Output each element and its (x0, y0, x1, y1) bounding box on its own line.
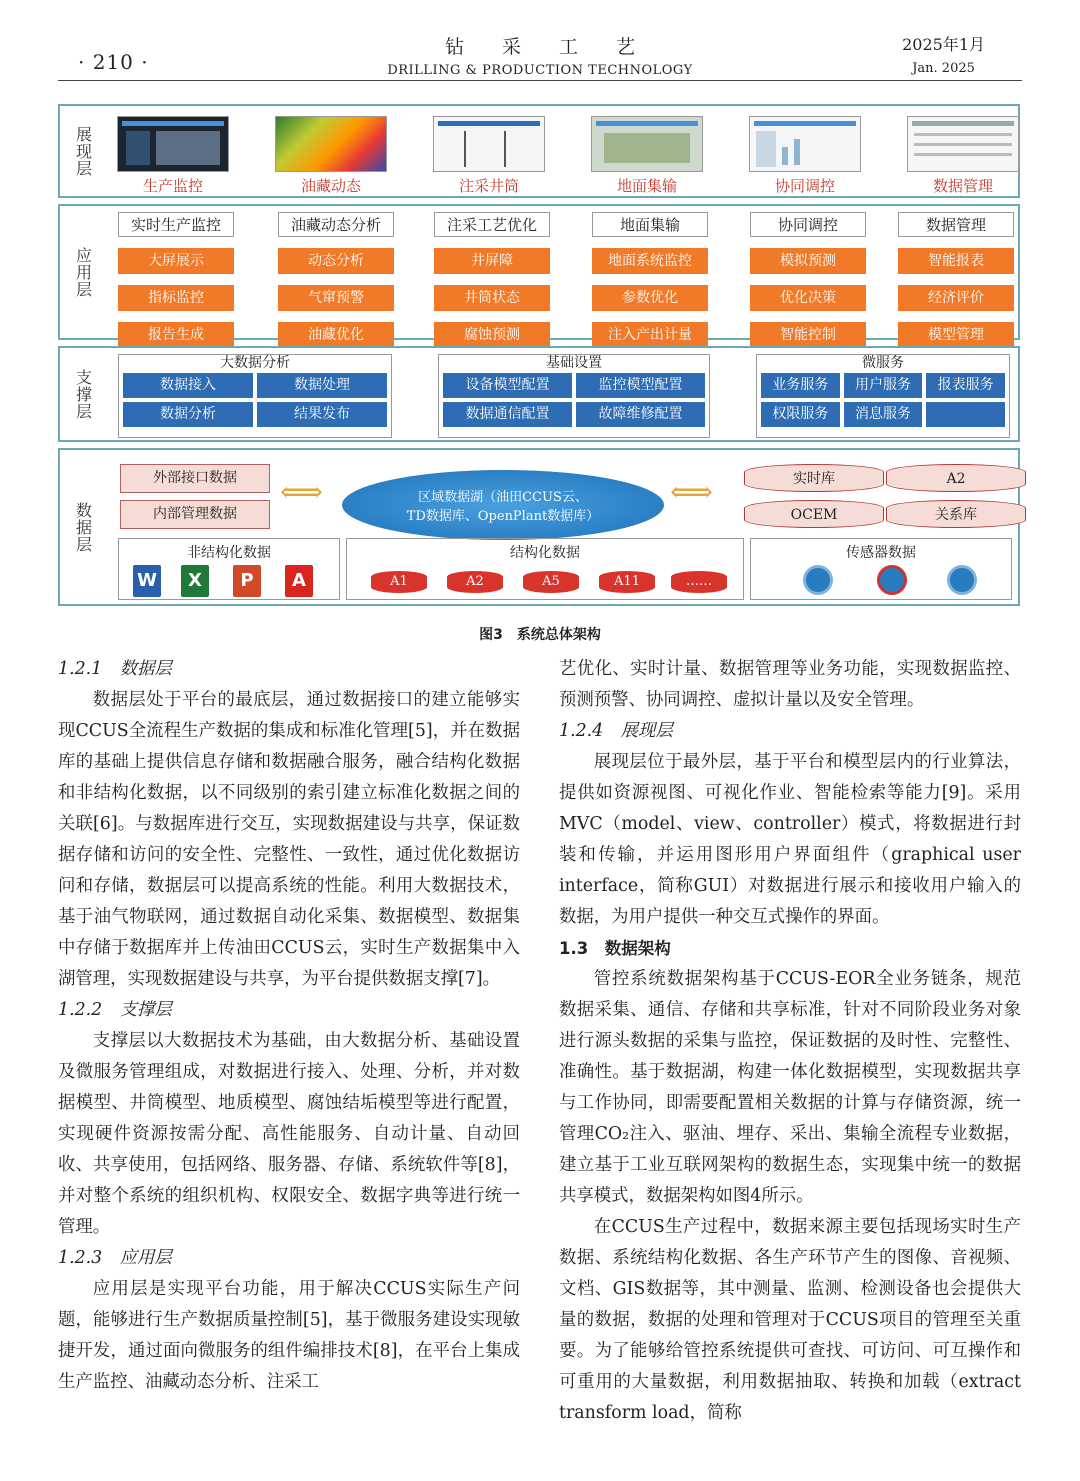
presentation-caption: 注采井筒 (458, 177, 519, 195)
application-module: 模型管理 (898, 322, 1014, 348)
powerpoint-file-icon: P (233, 565, 261, 597)
database-icon: A11 (599, 571, 655, 593)
screenshot-thumbnail (591, 116, 703, 172)
application-module: 报告生成 (118, 322, 234, 348)
application-module: 智能报表 (898, 248, 1014, 274)
application-module: 气窜预警 (278, 285, 394, 311)
support-module: 数据处理 (257, 373, 387, 398)
page-number: · 210 · (78, 50, 149, 74)
pressure-gauge-icon (877, 565, 907, 595)
application-module: 地面系统监控 (592, 248, 708, 274)
support-group-title: 大数据分析 (220, 355, 290, 371)
group-title: 非结构化数据 (187, 545, 271, 561)
application-column-title: 地面集输 (592, 212, 708, 237)
application-column-title: 实时生产监控 (118, 212, 234, 237)
support-module: 消息服务 (844, 402, 923, 427)
database-icon: A2 (447, 571, 503, 593)
support-group-title: 基础设置 (546, 355, 602, 371)
right-column (559, 654, 1021, 1429)
application-module: 经济评价 (898, 285, 1014, 311)
application-column (434, 212, 550, 348)
support-module-empty (926, 402, 1005, 427)
data-source-box: 外部接口数据 (120, 464, 270, 493)
paragraph: 展现层位于最外层，基于平台和模型层内的行业算法，提供如资源视图、可视化作业、智能检索等能力[9]。采用MVC（model、view、controller）模式，将数据进行封装和传输，并运用图形用户界面组件（graphical user interface，简称GUI）对数据进行展示和接收用户输入的数据，为用户提供一种交互式操作的界面。 (559, 752, 1021, 927)
support-layer (58, 346, 1020, 442)
support-module: 数据接入 (123, 373, 253, 398)
section-heading: 1.2.2 支撑层 (58, 1000, 172, 1020)
application-module: 优化决策 (750, 285, 866, 311)
structured-data-group (346, 538, 744, 600)
header-rule (58, 80, 1022, 81)
paragraph: 应用层是实现平台功能，用于解决CCUS实际生产问题，能够进行生产数据质量控制[5]，基于微服务建设实现敏捷开发，通过面向微服务的组件编排技术[8]，在平台上集成生产监控、油藏动态分析、注采工 (58, 1279, 520, 1392)
layer-label: 展现层 (73, 125, 93, 177)
application-module: 井筒状态 (434, 285, 550, 311)
support-group (118, 354, 392, 438)
application-column (278, 212, 394, 348)
excel-file-icon: X (181, 565, 209, 597)
left-column (58, 654, 520, 1398)
journal-title-cn: 钻采工艺 (444, 36, 673, 58)
figure-caption: 图3 系统总体架构 (479, 627, 601, 643)
support-module: 业务服务 (761, 373, 840, 398)
application-column-title: 数据管理 (898, 212, 1014, 237)
application-module: 井屏障 (434, 248, 550, 274)
journal-title-en: DRILLING & PRODUCTION TECHNOLOGY (387, 63, 693, 78)
journal-title (340, 32, 740, 78)
layer-label: 支撑层 (73, 368, 93, 420)
word-file-icon: W (133, 565, 161, 597)
application-module: 注入产出计量 (592, 322, 708, 348)
layer-label: 数据层 (73, 501, 93, 553)
presentation-item (108, 116, 238, 196)
database-cylinder: 实时库 (744, 464, 884, 492)
support-group-title: 微服务 (862, 355, 904, 371)
unstructured-data-group (118, 538, 340, 600)
database-icon: A1 (371, 571, 427, 593)
application-module: 腐蚀预测 (434, 322, 550, 348)
presentation-layer (58, 104, 1020, 198)
support-module: 数据分析 (123, 402, 253, 427)
application-module: 动态分析 (278, 248, 394, 274)
presentation-item (582, 116, 712, 196)
presentation-caption: 数据管理 (932, 177, 993, 195)
paragraph: 管控系统数据架构基于CCUS-EOR全业务链条，规范数据采集、通信、存储和共享标准，针对不同阶段业务对象进行源头数据的采集与监控，保证数据的及时性、完整性、准确性。基于数据湖，构建一体化数据模型，实现数据共享与工作协同，即需要配置相关数据的计算与存储资源，统一管理CO₂注入、驱油、埋存、采出、集输全流程专业数据，建立基于工业互联网架构的数据生态，实现集中统一的数据共享模式，数据架构如图4所示。 (559, 969, 1021, 1206)
application-column (592, 212, 708, 348)
application-column (898, 212, 1014, 348)
data-lake-label-line2: TD数据库、OpenPlant数据库） (406, 509, 600, 524)
application-column (750, 212, 866, 348)
issue-date-en: Jan. 2025 (912, 61, 975, 76)
sensor-icon (803, 565, 833, 595)
issue-date (902, 32, 985, 76)
database-cylinder: OCEM (744, 500, 884, 528)
support-group (438, 354, 710, 438)
application-column-title: 协同调控 (750, 212, 866, 237)
support-module: 用户服务 (844, 373, 923, 398)
application-module: 参数优化 (592, 285, 708, 311)
database-icon: A5 (523, 571, 579, 593)
application-module: 大屏展示 (118, 248, 234, 274)
sensor-data-group (750, 538, 1012, 600)
paragraph-continued: 艺优化、实时计量、数据管理等业务功能，实现数据监控、预测预警、协同调控、虚拟计量以及安全管理。 (559, 659, 1021, 710)
group-title: 结构化数据 (510, 545, 580, 561)
application-layer (58, 204, 1020, 343)
issue-date-cn: 2025年1月 (902, 35, 985, 54)
screenshot-thumbnail (275, 116, 387, 172)
support-module: 权限服务 (761, 402, 840, 427)
support-module: 数据通信配置 (443, 402, 572, 427)
section-heading: 1.2.3 应用层 (58, 1248, 172, 1268)
screenshot-thumbnail (907, 116, 1019, 172)
application-module: 油藏优化 (278, 322, 394, 348)
screenshot-thumbnail (749, 116, 861, 172)
presentation-caption: 协同调控 (774, 177, 835, 195)
database-icon: …… (671, 571, 727, 593)
support-module: 监控模型配置 (576, 373, 705, 398)
presentation-item (266, 116, 396, 196)
support-module: 故障维修配置 (576, 402, 705, 427)
application-module: 智能控制 (750, 322, 866, 348)
database-cylinder: 关系库 (886, 500, 1026, 528)
paragraph: 在CCUS生产过程中，数据来源主要包括现场实时生产数据、系统结构化数据、各生产环节产生的图像、音视频、文档、GIS数据等，其中测量、监测、检测设备也会提供大量的数据，数据的处理和管理对于CCUS项目的管理至关重要。为了能够给管控系统提供可查找、可访问、可互操作和可重用的大量数据，利用数据抽取、转换和加载（extract transform load，简称 (559, 1217, 1021, 1423)
presentation-item (740, 116, 870, 196)
application-column-title: 注采工艺优化 (434, 212, 550, 237)
layer-label: 应用层 (73, 246, 93, 298)
database-cylinder: A2 (886, 464, 1026, 492)
data-layer (58, 448, 1020, 606)
paragraph: 数据层处于平台的最底层，通过数据接口的建立能够实现CCUS全流程生产数据的集成和标准化管理[5]，并在数据库的基础上提供信息存储和数据融合服务，融合结构化数据和非结构化数据，以不同级别的索引建立标准化数据之间的关联[6]。与数据库进行交互，实现数据建设与共享，保证数据存储和访问的安全性、完整性、一致性，通过优化数据访问和存储，数据层可以提高系统的性能。利用大数据技术，基于油气物联网，通过数据自动化采集、数据模型、数据集中存储于数据库并上传油田CCUS云，实时生产数据集中入湖管理，实现数据建设与共享，为平台提供数据支撑[7]。 (58, 690, 520, 989)
data-lake-cloud (342, 470, 664, 540)
pdf-file-icon: A (285, 565, 313, 597)
presentation-item (898, 116, 1028, 196)
application-module: 指标监控 (118, 285, 234, 311)
section-heading: 1.3 数据架构 (559, 939, 671, 958)
screenshot-thumbnail (117, 116, 229, 172)
presentation-item (424, 116, 554, 196)
application-module: 模拟预测 (750, 248, 866, 274)
presentation-caption: 生产监控 (142, 177, 203, 195)
support-module: 结果发布 (257, 402, 387, 427)
screenshot-thumbnail (433, 116, 545, 172)
presentation-caption: 油藏动态 (300, 177, 361, 195)
double-arrow-icon: ⟺ (280, 475, 324, 510)
presentation-caption: 地面集输 (616, 177, 677, 195)
paragraph: 支撑层以大数据技术为基础，由大数据分析、基础设置及微服务管理组成，对数据进行接入、处理、分析，并对数据模型、井筒模型、地质模型、腐蚀结垢模型等进行配置，实现硬件资源按需分配、高性能服务、自动计量、自动回收、共享使用，包括网络、服务器、存储、系统软件等[8]，并对整个系统的组织机构、权限安全、数据字典等进行统一管理。 (58, 1031, 520, 1237)
section-heading: 1.2.4 展现层 (559, 721, 673, 741)
section-heading: 1.2.1 数据层 (58, 659, 172, 679)
sensor-icon (947, 565, 977, 595)
support-module: 报表服务 (926, 373, 1005, 398)
application-column (118, 212, 234, 348)
data-source-box: 内部管理数据 (120, 500, 270, 529)
support-group (756, 354, 1010, 438)
double-arrow-icon: ⟺ (670, 475, 714, 510)
support-module: 设备模型配置 (443, 373, 572, 398)
group-title: 传感器数据 (846, 545, 916, 561)
application-column-title: 油藏动态分析 (278, 212, 394, 237)
data-lake-label-line1: 区域数据湖（油田CCUS云、 (418, 490, 588, 505)
